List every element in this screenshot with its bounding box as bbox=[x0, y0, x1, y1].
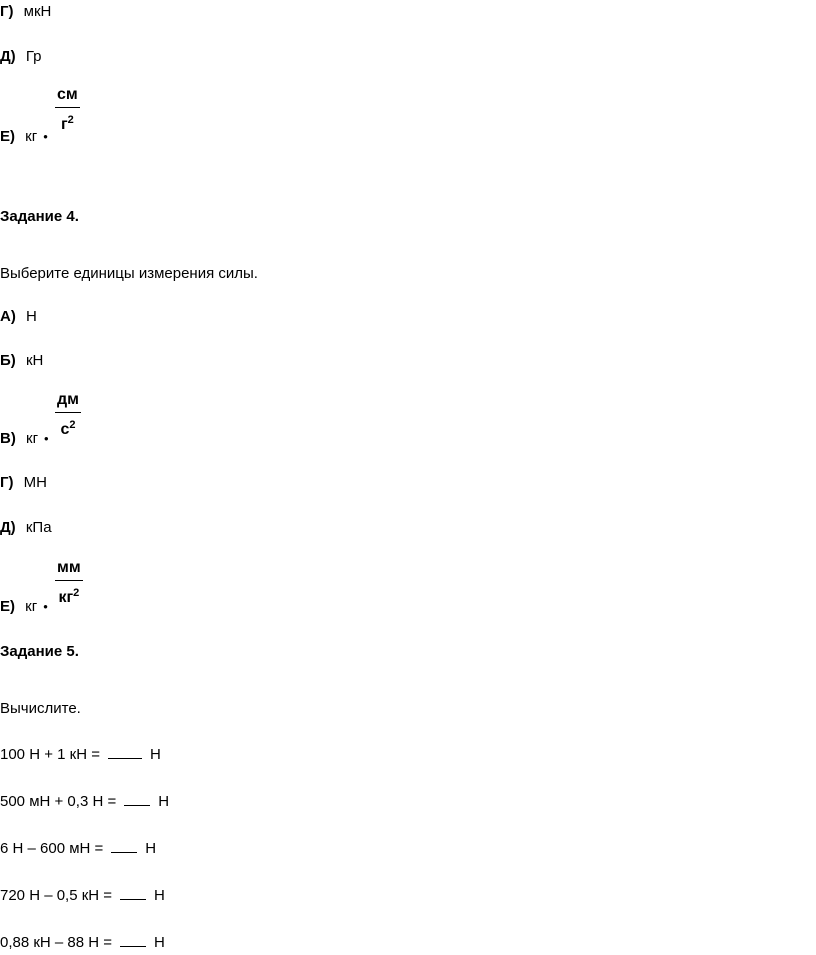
fraction-numerator: см bbox=[57, 86, 78, 103]
task4-title: Задание 4. bbox=[0, 208, 79, 225]
option-e bbox=[0, 598, 48, 616]
option-text: МН bbox=[23, 474, 47, 491]
calc-expression: 6 Н – 600 мН = bbox=[0, 840, 104, 857]
calc-unit: Н bbox=[154, 934, 165, 951]
calc-row bbox=[0, 791, 169, 811]
option-letter: Б) bbox=[0, 352, 16, 369]
calc-unit: Н bbox=[158, 793, 170, 810]
option-text: Гр bbox=[25, 48, 42, 65]
option-g bbox=[0, 474, 47, 492]
option-g bbox=[0, 3, 51, 21]
option-text: кПа bbox=[25, 519, 52, 536]
calc-row bbox=[0, 838, 156, 858]
option-v bbox=[0, 430, 49, 448]
option-d bbox=[0, 48, 41, 66]
option-text: кг bbox=[25, 598, 38, 615]
answer-blank[interactable] bbox=[111, 838, 137, 853]
fraction bbox=[55, 558, 83, 608]
calc-expression: 100 Н + 1 кН = bbox=[0, 746, 100, 763]
calc-row bbox=[0, 932, 165, 952]
calc-expression: 500 мН + 0,3 Н = bbox=[0, 793, 117, 810]
fraction-denominator: $кг^2$ bbox=[58, 587, 80, 606]
fraction-bar bbox=[55, 107, 80, 108]
calc-unit: Н bbox=[149, 746, 161, 763]
fraction-numerator: мм bbox=[57, 559, 81, 576]
option-text: кг bbox=[25, 128, 38, 145]
calc-row bbox=[0, 885, 165, 905]
multiply-dot: • bbox=[43, 599, 48, 614]
option-text: мкН bbox=[23, 3, 52, 20]
fraction-denominator: $г^2$ bbox=[60, 114, 74, 133]
multiply-dot: • bbox=[44, 431, 49, 446]
answer-blank[interactable] bbox=[120, 932, 146, 947]
multiply-dot: • bbox=[43, 129, 48, 144]
answer-blank[interactable] bbox=[120, 885, 146, 900]
option-letter: Г) bbox=[0, 3, 14, 20]
option-e bbox=[0, 128, 48, 146]
fraction-numerator: дм bbox=[57, 391, 79, 408]
task4-question: Выберите единицы измерения силы. bbox=[0, 265, 258, 282]
fraction-bar bbox=[55, 580, 83, 581]
option-letter: А) bbox=[0, 308, 16, 325]
option-letter: В) bbox=[0, 430, 16, 447]
option-d bbox=[0, 519, 52, 537]
option-letter: Д) bbox=[0, 519, 16, 536]
fraction bbox=[55, 390, 81, 440]
calc-row bbox=[0, 744, 161, 764]
option-letter: Е) bbox=[0, 598, 15, 615]
calc-unit: Н bbox=[154, 887, 165, 904]
fraction bbox=[55, 85, 80, 135]
calc-expression: 720 Н – 0,5 кН = bbox=[0, 887, 113, 904]
option-letter: Е) bbox=[0, 128, 15, 145]
option-a bbox=[0, 308, 37, 326]
option-text: кН bbox=[25, 352, 44, 369]
task5-title: Задание 5. bbox=[0, 643, 79, 660]
answer-blank[interactable] bbox=[124, 791, 150, 806]
option-b bbox=[0, 352, 43, 370]
calc-expression: 0,88 кН – 88 Н = bbox=[0, 934, 113, 951]
option-text: Н bbox=[26, 308, 37, 325]
task5-question: Вычислите. bbox=[0, 700, 81, 717]
option-letter: Д) bbox=[0, 48, 16, 65]
answer-blank[interactable] bbox=[108, 744, 142, 759]
option-letter: Г) bbox=[0, 474, 14, 491]
fraction-bar bbox=[55, 412, 81, 413]
calc-unit: Н bbox=[145, 840, 157, 857]
option-text: кг bbox=[26, 430, 39, 447]
fraction-denominator: $с^2$ bbox=[60, 419, 76, 438]
